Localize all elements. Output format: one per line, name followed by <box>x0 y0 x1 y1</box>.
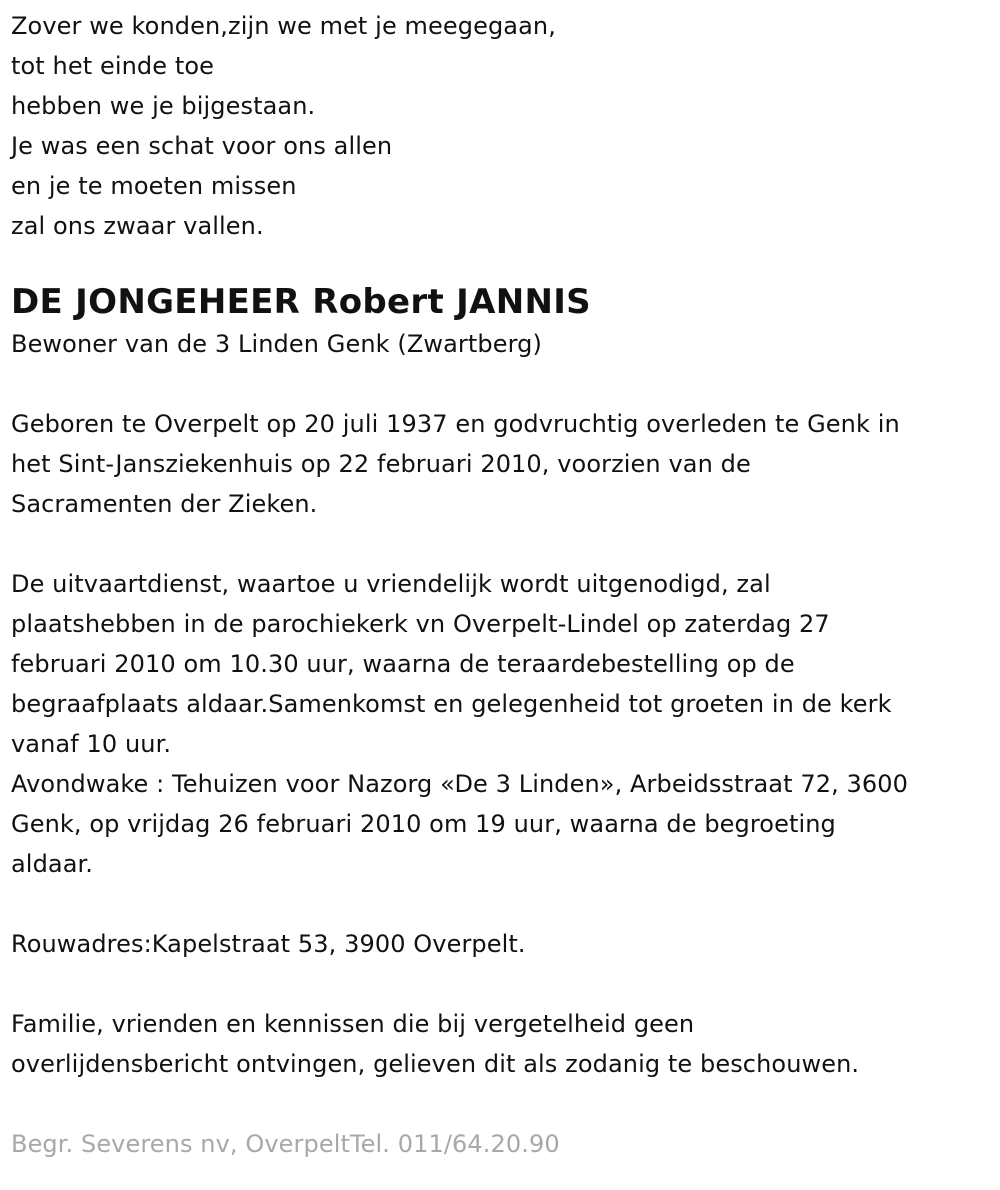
paragraph-line: overlijdensbericht ontvingen, gelieven dit als zodanig te beschouwen. <box>11 1050 860 1078</box>
birth-death-paragraph <box>11 404 991 524</box>
poem-line: Zover we konden,zijn we met je meegegaan, <box>11 12 556 40</box>
paragraph-line: begraafplaats aldaar.Samenkomst en gelegenheid tot groeten in de kerk <box>11 690 892 718</box>
paragraph-line: aldaar. <box>11 850 94 878</box>
family-note <box>11 1004 991 1084</box>
paragraph-line: Avondwake : Tehuizen voor Nazorg «De 3 Linden», Arbeidsstraat 72, 3600 <box>11 770 909 798</box>
funeral-paragraph <box>11 564 991 884</box>
poem-line: en je te moeten missen <box>11 172 297 200</box>
poem-line: hebben we je bijgestaan. <box>11 92 316 120</box>
poem-line: zal ons zwaar vallen. <box>11 212 264 240</box>
paragraph-line: Sacramenten der Zieken. <box>11 490 318 518</box>
obituary-notice <box>11 6 991 1164</box>
spacer <box>11 524 991 564</box>
poem-line: Je was een schat voor ons allen <box>11 132 393 160</box>
spacer <box>11 364 991 404</box>
paragraph-line: Familie, vrienden en kennissen die bij vergetelheid geen <box>11 1010 695 1038</box>
paragraph-line: plaatshebben in de parochiekerk vn Overpelt-Lindel op zaterdag 27 <box>11 610 830 638</box>
spacer <box>11 1084 991 1124</box>
spacer <box>11 884 991 924</box>
undertaker-contact: Begr. Severens nv, OverpeltTel. 011/64.20.90 <box>11 1130 560 1158</box>
deceased-name: DE JONGEHEER Robert JANNIS <box>11 282 591 322</box>
paragraph-line: Geboren te Overpelt op 20 juli 1937 en godvruchtig overleden te Genk in <box>11 410 900 438</box>
paragraph-line: vanaf 10 uur. <box>11 730 172 758</box>
poem-line: tot het einde toe <box>11 52 214 80</box>
spacer <box>11 964 991 1004</box>
deceased-residence: Bewoner van de 3 Linden Genk (Zwartberg) <box>11 330 542 358</box>
paragraph-line: februari 2010 om 10.30 uur, waarna de teraardebestelling op de <box>11 650 795 678</box>
mourning-address: Rouwadres:Kapelstraat 53, 3900 Overpelt. <box>11 930 526 958</box>
paragraph-line: Genk, op vrijdag 26 februari 2010 om 19 uur, waarna de begroeting <box>11 810 836 838</box>
paragraph-line: De uitvaartdienst, waartoe u vriendelijk wordt uitgenodigd, zal <box>11 570 771 598</box>
poem <box>11 6 991 246</box>
paragraph-line: het Sint-Jansziekenhuis op 22 februari 2010, voorzien van de <box>11 450 751 478</box>
